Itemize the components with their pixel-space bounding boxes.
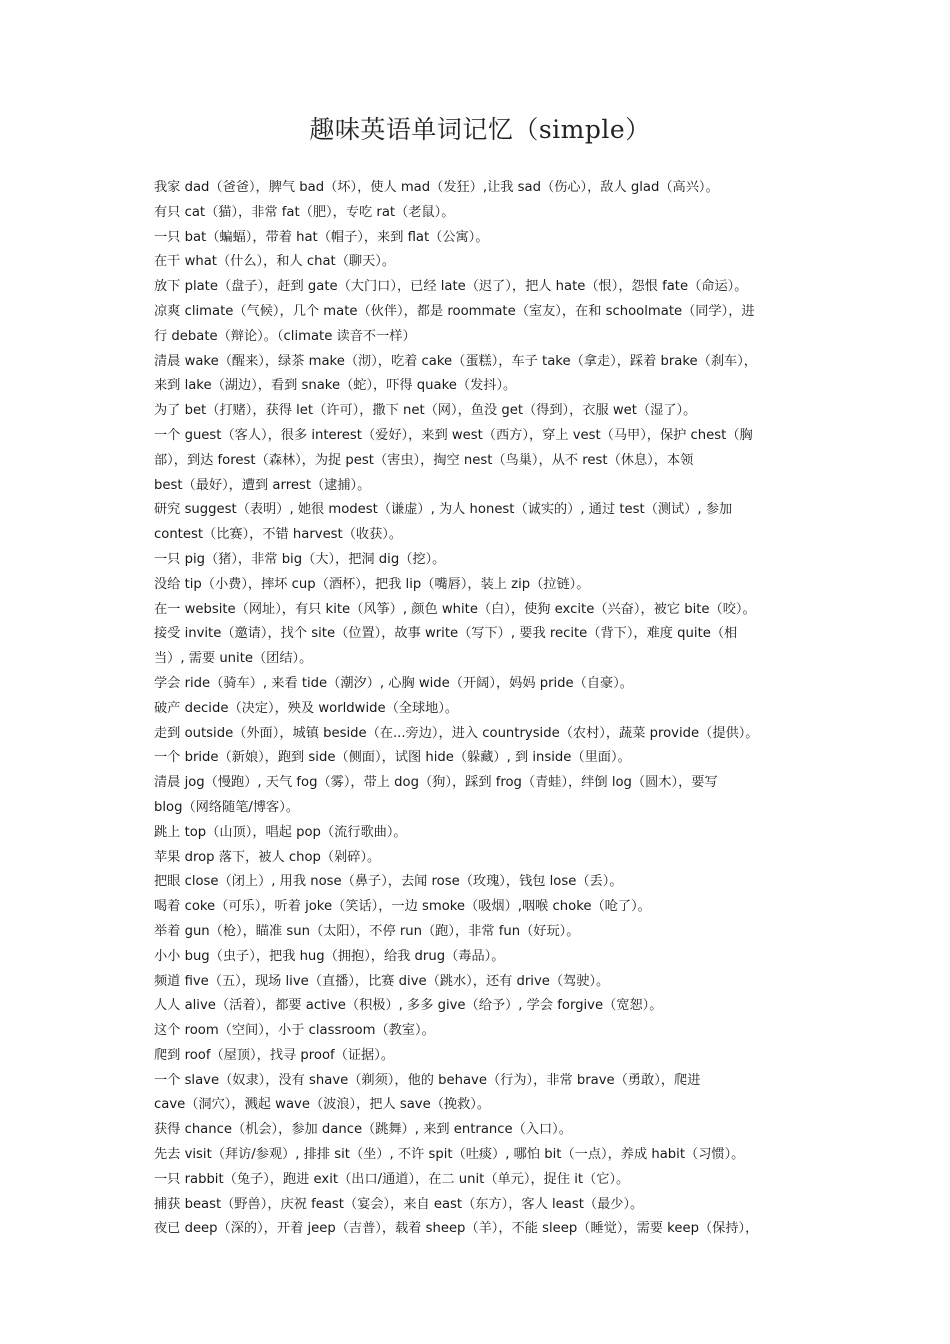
text-line: 一只 pig（猪），非常 big（大），把洞 dig（挖）。 xyxy=(154,551,446,567)
text-line: 捕获 beast（野兽），庆祝 feast（宴会），来自 east（东方），客人 least（最少）。 xyxy=(154,1196,644,1212)
text-line: 来到 lake（湖边），看到 snake（蛇），吓得 quake（发抖）。 xyxy=(154,378,517,394)
text-line: 爬到 roof（屋顶），找寻 proof（证据）。 xyxy=(154,1047,395,1063)
text-line: 夜已 deep（深的），开着 jeep（吉普），载着 sheep（羊），不能 sleep（睡觉），需要 keep（保持）， xyxy=(154,1221,759,1237)
text-line: 行 debate（辩论）。（climate 读音不一样） xyxy=(154,328,416,344)
text-line: 放下 plate（盘子），赶到 gate（大门口），已经 late（迟了），把人 hate（恨），怨恨 fate（命运）。 xyxy=(154,279,748,295)
text-line: contest（比赛），不错 harvest（收获）。 xyxy=(154,527,403,543)
text-line: 一只 rabbit（兔子），跑进 exit（出口/通道），在二 unit（单元），捉住 it（它）。 xyxy=(154,1171,630,1187)
text-line: 跳上 top（山顶），唱起 pop（流行歌曲）。 xyxy=(154,824,407,840)
text-line: 频道 five（五），现场 live（直播），比赛 dive（跳水），还有 drive（驾驶）。 xyxy=(154,973,610,989)
text-line: 走到 outside（外面），城镇 beside（在...旁边），进入 countryside（农村），蔬菜 provide（提供）。 xyxy=(154,725,759,741)
text-line: 破产 decide（决定），殃及 worldwide（全球地）。 xyxy=(154,700,459,716)
text-line: blog（网络随笔/博客）。 xyxy=(154,799,300,815)
text-line: 没给 tip（小费），摔坏 cup（酒杯），把我 lip（嘴唇），装上 zip（拉链）。 xyxy=(154,576,590,592)
text-line: 获得 chance（机会），参加 dance（跳舞）, 来到 entrance（入口）。 xyxy=(154,1122,572,1138)
text-line: 这个 room（空间），小于 classroom（教室）。 xyxy=(154,1023,435,1039)
text-line: 一只 bat（蝙蝠），带着 hat（帽子），来到 flat（公寓）。 xyxy=(154,229,489,245)
text-line: 举着 gun（枪），瞄准 sun（太阳），不停 run（跑），非常 fun（好玩）。 xyxy=(154,923,580,939)
document-title: 趣味英语单词记忆（simple） xyxy=(309,115,651,144)
text-line: 凉爽 climate（气候），几个 mate（伙伴），都是 roommate（室友），在和 schoolmate（同学），进 xyxy=(154,303,755,319)
text-line: 有只 cat（猫），非常 fat（肥），专吃 rat（老鼠）。 xyxy=(154,204,455,220)
text-line: 部），到达 forest（森林），为捉 pest（害虫），掏空 nest（鸟巢），从不 rest（休息），本领 xyxy=(154,452,694,468)
text-line: 当）, 需要 unite（团结）。 xyxy=(154,651,313,667)
text-line: 先去 visit（拜访/参观）, 排排 sit（坐）, 不许 spit（吐痰）, 哪怕 bit（一点），养成 habit（习惯）。 xyxy=(154,1147,745,1163)
text-line: 清晨 wake（醒来），绿茶 make（沏），吃着 cake（蛋糕），车子 take（拿走），踩着 brake（刹车）， xyxy=(154,353,757,369)
text-line: 接受 invite（邀请），找个 site（位置），故事 write（写下）, 要我 recite（背下），难度 quite（相 xyxy=(154,626,738,642)
text-line: 把眼 close（闭上）, 用我 nose（鼻子），去闻 rose（玫瑰），钱包 lose（丢）。 xyxy=(154,874,623,890)
text-line: 小小 bug（虫子），把我 hug（拥抱），给我 drug（毒品）。 xyxy=(154,948,505,964)
text-line: best（最好），遭到 arrest（逮捕）。 xyxy=(154,477,371,493)
text-line: 一个 guest（客人），很多 interest（爱好），来到 west（西方），穿上 vest（马甲），保护 chest（胸 xyxy=(154,427,753,443)
text-line: 清晨 jog（慢跑）, 天气 fog（雾），带上 dog（狗），踩到 frog（青蛙），绊倒 log（圆木），要写 xyxy=(154,775,718,791)
text-line: 一个 bride（新娘），跑到 side（侧面），试图 hide（躲藏）, 到 inside（里面）。 xyxy=(154,750,631,766)
document-body xyxy=(154,176,810,1242)
text-line: cave（洞穴），溅起 wave（波浪），把人 save（挽救）。 xyxy=(154,1097,491,1113)
text-line: 学会 ride（骑车）, 来看 tide（潮汐）, 心胸 wide（开阔），妈妈 pride（自豪）。 xyxy=(154,675,633,691)
text-line: 研究 suggest（表明）, 她很 modest（谦虚）, 为人 honest（诚实的）, 通过 test（测试）, 参加 xyxy=(154,502,733,518)
text-line: 人人 alive（活着），都要 active（积极）, 多多 give（给予）, 学会 forgive（宽恕）。 xyxy=(154,998,663,1014)
text-line: 我家 dad（爸爸），脾气 bad（坏），使人 mad（发狂）,让我 sad（伤心），敌人 glad（高兴）。 xyxy=(154,180,719,195)
text-line: 喝着 coke（可乐），听着 joke（笑话），一边 smoke（吸烟）,咽喉 choke（呛了）。 xyxy=(154,899,651,915)
text-line: 在干 what（什么），和人 chat（聊天）。 xyxy=(154,254,396,270)
text-line: 一个 slave（奴隶），没有 shave（剃须），他的 behave（行为），非常 brave（勇敢），爬进 xyxy=(154,1072,701,1088)
text-line: 在一 website（网址），有只 kite（风筝）, 颜色 white（白），使狗 excite（兴奋），被它 bite（咬）。 xyxy=(154,601,756,617)
text-line: 为了 bet（打赌），获得 let（许可），撒下 net（网），鱼没 get（得到），衣服 wet（湿了）。 xyxy=(154,403,697,419)
text-line: 苹果 drop 落下，被人 chop（剁碎）。 xyxy=(154,849,381,865)
